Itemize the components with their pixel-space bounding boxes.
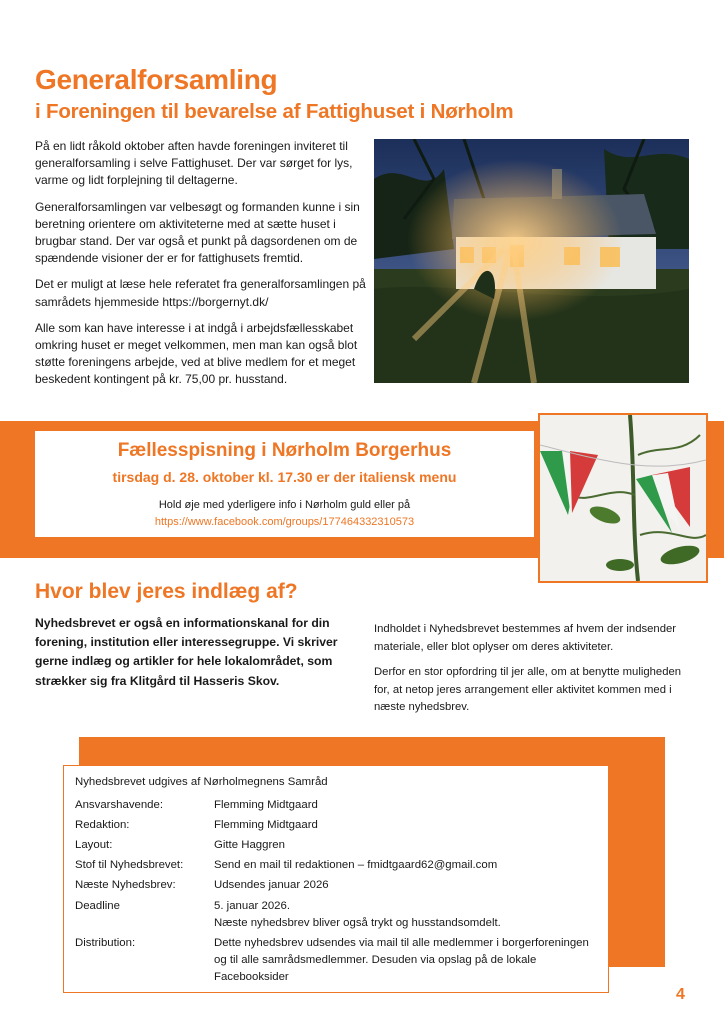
flags-illustration: [540, 415, 706, 581]
contributions-heading: Hvor blev jeres indlæg af?: [35, 580, 298, 603]
colophon-heading: Nyhedsbrevet udgives af Nørholmegnens Samråd: [75, 776, 328, 788]
colophon-key: Deadline: [75, 900, 120, 912]
contributions-bold-text: Nyhedsbrevet er også en informationskanal for din forening, institution eller interessegruppe. Vi skriver gerne indlæg og artikler for hele lokalområdet, som strækker sig fra Klitgård til Hasseris Skov.: [35, 616, 338, 688]
article-paragraph: Generalforsamlingen var velbesøgt og formanden kunne i sin beretning orientere om aktiviteterne med at sætte huset i brugbar stand. Der var også et punkt på dagsordenen om de spændende visioner der er for fattighusets fremtid.: [35, 199, 360, 266]
colophon-key: Ansvarshavende:: [75, 799, 164, 811]
house-illustration: [374, 139, 689, 383]
colophon-value: 5. januar 2026. Næste nyhedsbrev bliver også trykt og husstandsomdelt.: [214, 900, 501, 929]
article-paragraph: Det er muligt at læse hele referatet fra generalforsamlingen på samrådets hjemmeside https://borgernyt.dk/: [35, 277, 366, 309]
colophon-value: Flemming Midtgaard: [214, 799, 318, 811]
article-title: Generalforsamling: [35, 64, 278, 95]
contributions-paragraph: Derfor en stor opfordring til jer alle, om at benytte muligheden for, at netop jeres arrangement eller aktivitet kommen med i næste nyhedsbrev.: [374, 666, 682, 713]
contributions-right-column: [374, 621, 689, 725]
colophon-key: Distribution:: [75, 937, 136, 949]
article-body: [35, 138, 369, 398]
colophon-value: Send en mail til redaktionen – fmidtgaard62@gmail.com: [214, 859, 498, 871]
colophon-key: Layout:: [75, 839, 113, 851]
event-facebook-link[interactable]: https://www.facebook.com/groups/177464332310573: [154, 516, 415, 528]
colophon-key: Næste Nyhedsbrev:: [75, 879, 176, 891]
event-title: Fællesspisning i Nørholm Borgerhus: [117, 440, 452, 461]
italian-flags-photo: [538, 413, 708, 583]
event-info: Hold øje med yderligere info i Nørholm guld eller på: [158, 499, 411, 511]
colophon-value: Gitte Haggren: [214, 839, 285, 851]
article-paragraph: Alle som kan have interesse i at indgå i arbejdsfællesskabet omkring huset er meget velkommen, men man kan også blot støtte foreningens arbejde, ved at blive medlem for et meget beskedent kontingent på kr. 75,00 pr. husstand.: [35, 320, 358, 387]
colophon-key: Stof til Nyhedsbrevet:: [75, 859, 184, 871]
colophon-value: Udsendes januar 2026: [214, 879, 329, 891]
colophon-box: [63, 765, 609, 993]
contributions-paragraph: Indholdet i Nyhedsbrevet bestemmes af hvem der indsender materiale, eller blot oplyser om deres aktiviteter.: [374, 623, 677, 653]
article-paragraph: På en lidt råkold oktober aften havde foreningen inviteret til generalforsamling i selve Fattighuset. Der var sørget for lys, varme og lidt forplejning til deltagerne.: [35, 139, 353, 188]
colophon-key: Redaktion:: [75, 819, 130, 831]
event-date: tirsdag d. 28. oktober kl. 17.30 er der italiensk menu: [112, 469, 457, 485]
event-box: [35, 431, 534, 537]
house-photo: [374, 139, 689, 383]
page-number: 4: [676, 986, 685, 1003]
article-subtitle: i Foreningen til bevarelse af Fattighuset i Nørholm: [35, 100, 514, 123]
colophon-value: Flemming Midtgaard: [214, 819, 318, 831]
colophon-value: Dette nyhedsbrev udsendes via mail til alle medlemmer i borgerforeningen og til alle samrådsmedlemmer. Desuden via opslag på de lokale Facebooksider: [214, 937, 589, 983]
